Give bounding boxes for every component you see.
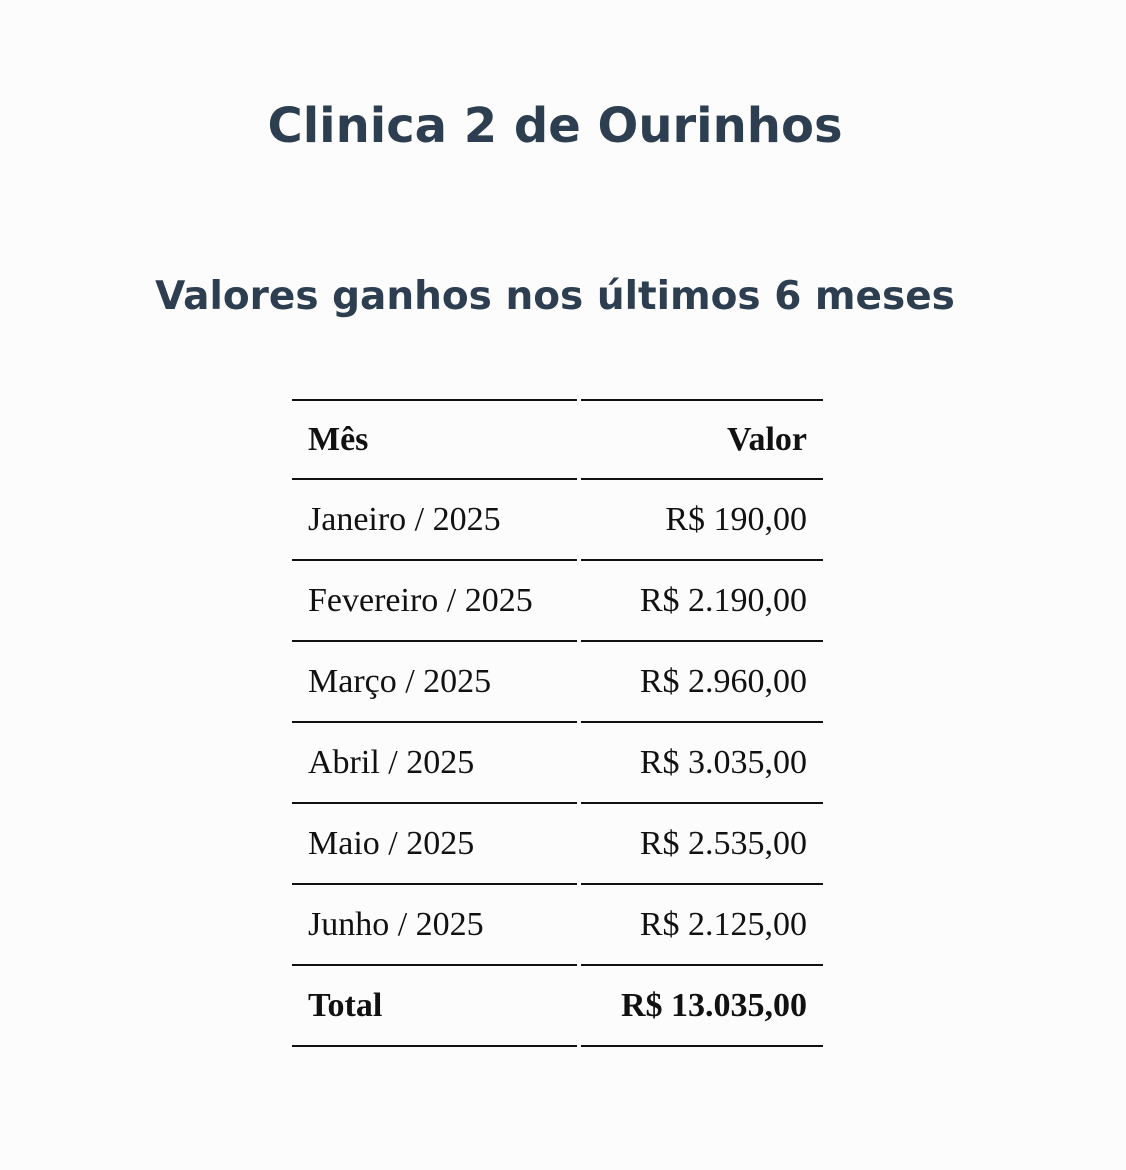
month-cell: Janeiro / 2025 — [292, 480, 577, 561]
value-cell: R$ 2.535,00 — [581, 804, 823, 885]
month-cell: Março / 2025 — [292, 642, 577, 723]
page-title: Clinica 2 de Ourinhos — [267, 98, 843, 154]
value-cell: R$ 2.960,00 — [581, 642, 823, 723]
table-row — [292, 723, 823, 804]
table-row — [292, 642, 823, 723]
month-cell: Junho / 2025 — [292, 885, 577, 966]
header-month: Mês — [292, 399, 577, 480]
table-row — [292, 561, 823, 642]
earnings-table — [288, 399, 827, 1047]
value-cell: R$ 190,00 — [581, 480, 823, 561]
section-title: Valores ganhos nos últimos 6 meses — [155, 274, 955, 319]
total-label: Total — [292, 966, 577, 1047]
value-cell: R$ 2.125,00 — [581, 885, 823, 966]
table-row — [292, 480, 823, 561]
value-cell: R$ 2.190,00 — [581, 561, 823, 642]
total-row — [292, 966, 823, 1047]
month-cell: Maio / 2025 — [292, 804, 577, 885]
month-cell: Fevereiro / 2025 — [292, 561, 577, 642]
value-cell: R$ 3.035,00 — [581, 723, 823, 804]
table-row — [292, 804, 823, 885]
month-cell: Abril / 2025 — [292, 723, 577, 804]
total-value: R$ 13.035,00 — [581, 966, 823, 1047]
table-header-row — [292, 399, 823, 480]
header-value: Valor — [581, 399, 823, 480]
table-row — [292, 885, 823, 966]
